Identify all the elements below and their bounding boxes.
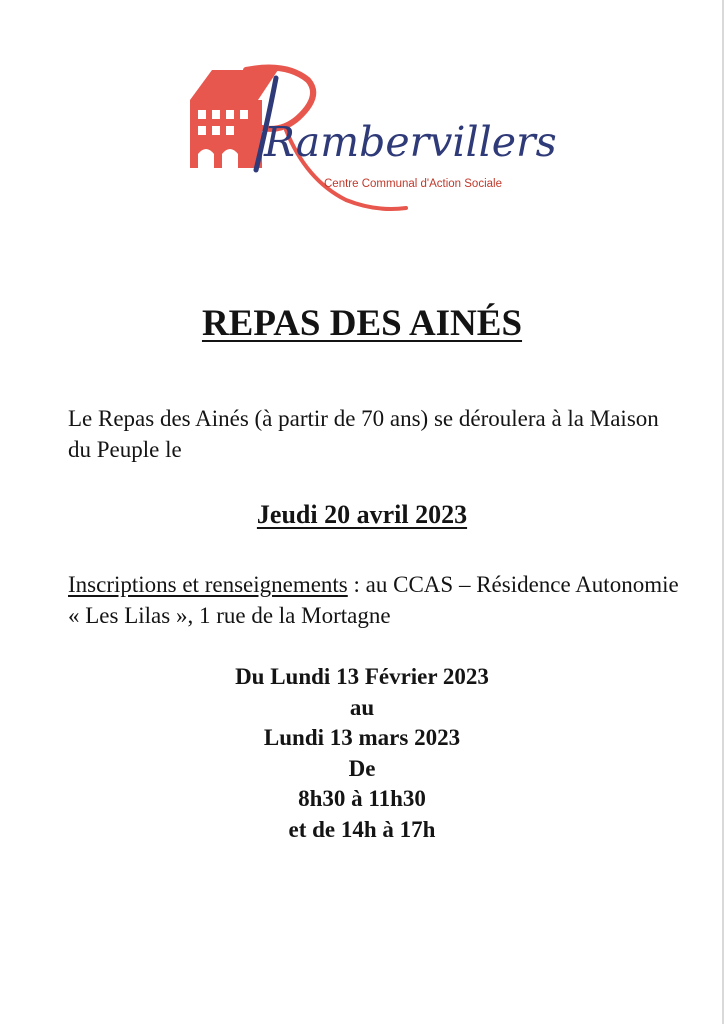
logo-wordmark: Rambervillers — [264, 118, 557, 166]
schedule-line: Lundi 13 mars 2023 — [263, 725, 461, 750]
schedule-line: Du Lundi 13 Février 2023 — [235, 664, 489, 689]
registration-text: au CCAS – Résidence Autonomie « Les Lilas », 1 rue de la Mortagne — [68, 572, 679, 628]
registration-label: Inscriptions et renseignements — [68, 572, 348, 597]
schedule-line: au — [349, 694, 375, 720]
schedule-line: 8h30 à 11h30 — [298, 786, 426, 811]
rambervillers-logo — [186, 60, 557, 220]
intro-paragraph: Le Repas des Ainés (à partir de 70 ans) se déroulera à la Maison du Peuple le — [68, 406, 659, 462]
event-date-text: Jeudi 20 avril 2023 — [256, 500, 468, 529]
schedule-line: De — [348, 755, 376, 781]
registration-info — [68, 569, 688, 631]
page-title — [0, 302, 724, 345]
event-date — [0, 500, 724, 530]
schedule-block — [0, 662, 724, 845]
page-title-text: REPAS DES AINÉS — [201, 303, 523, 344]
logo-subtitle: Centre Communal d'Action Sociale — [324, 178, 502, 190]
registration-separator: : — [347, 572, 366, 597]
schedule-line: et de 14h à 17h — [288, 816, 436, 842]
